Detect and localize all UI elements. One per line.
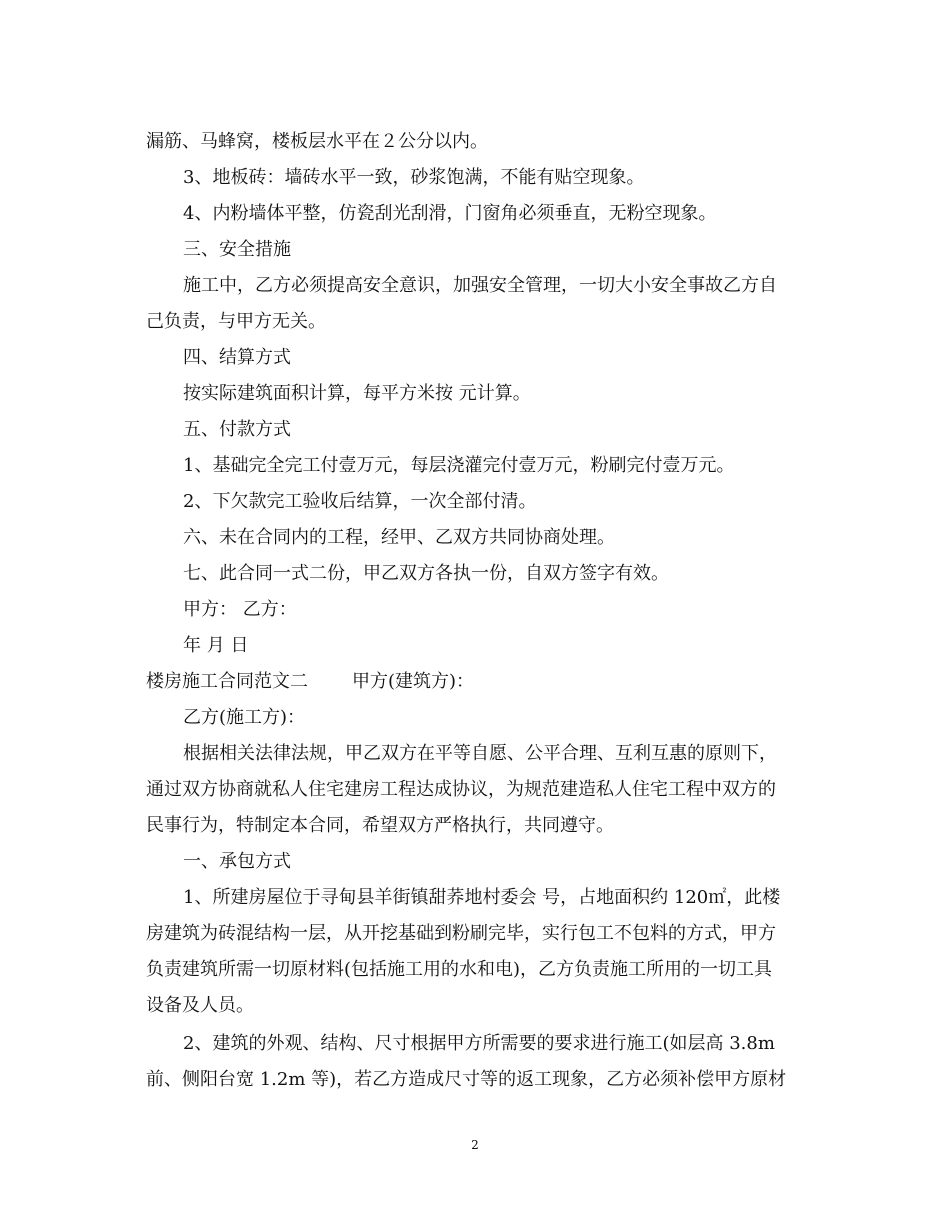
date-line: 年 月 日 [183, 635, 249, 656]
text-line: 己负责，与甲方无关。 [146, 311, 326, 332]
text-line: 设备及人员。 [146, 995, 254, 1016]
party-b-label: 乙方(施工方)： [183, 707, 306, 728]
section-heading: 一、承包方式 [183, 851, 291, 872]
text-line: 1、所建房屋位于寻甸县羊街镇甜荞地村委会 号，占地面积约 120㎡，此楼 [183, 887, 781, 908]
text-line: 漏筋、马蜂窝，楼板层水平在２公分以内。 [146, 131, 488, 152]
section-heading: 四、结算方式 [183, 347, 291, 368]
page-number: 2 [471, 1138, 479, 1152]
text-line: 按实际建筑面积计算，每平方米按 元计算。 [183, 383, 531, 404]
party-a-label: 甲方(建筑方)： [352, 671, 475, 692]
text-line: 民事行为，特制定本合同，希望双方严格执行，共同遵守。 [146, 815, 614, 836]
text-line: 4、内粉墙体平整，仿瓷刮光刮滑，门窗角必须垂直，无粉空现象。 [183, 203, 717, 224]
text-line: 负责建筑所需一切原材料(包括施工用的水和电)，乙方负责施工所用的一切工具 [146, 959, 773, 980]
text-line: 3、地板砖：墙砖水平一致，砂浆饱满，不能有贴空现象。 [183, 167, 645, 188]
text-line: 七、此合同一式二份，甲乙双方各执一份，自双方签字有效。 [183, 563, 669, 584]
signature-line: 甲方： 乙方： [183, 599, 297, 620]
text-line: 根据相关法律法规，甲乙双方在平等自愿、公平合理、互利互惠的原则下， [183, 743, 777, 764]
section-heading: 三、安全措施 [183, 239, 291, 260]
text-line: 通过双方协商就私人住宅建房工程达成协议，为规范建造私人住宅工程中双方的 [146, 779, 776, 800]
text-line: 施工中，乙方必须提高安全意识，加强安全管理，一切大小安全事故乙方自 [183, 275, 777, 296]
text-line: 2、建筑的外观、结构、尺寸根据甲方所需要的要求进行施工(如层高 3.8m [183, 1033, 775, 1054]
text-line: 1、基础完全完工付壹万元，每层浇灌完付壹万元，粉刷完付壹万元。 [183, 455, 735, 476]
text-line: 前、侧阳台宽 1.2m 等)，若乙方造成尺寸等的返工现象，乙方必须补偿甲方原材 [146, 1069, 787, 1090]
contract-title-line [146, 670, 474, 694]
text-line: 2、下欠款完工验收后结算，一次全部付清。 [183, 491, 537, 512]
text-line: 房建筑为砖混结构一层，从开挖基础到粉刷完毕，实行包工不包料的方式，甲方 [146, 923, 776, 944]
text-line: 六、未在合同内的工程，经甲、乙双方共同协商处理。 [183, 527, 615, 548]
section-heading: 五、付款方式 [183, 419, 291, 440]
contract-title: 楼房施工合同范文二 [146, 671, 308, 692]
